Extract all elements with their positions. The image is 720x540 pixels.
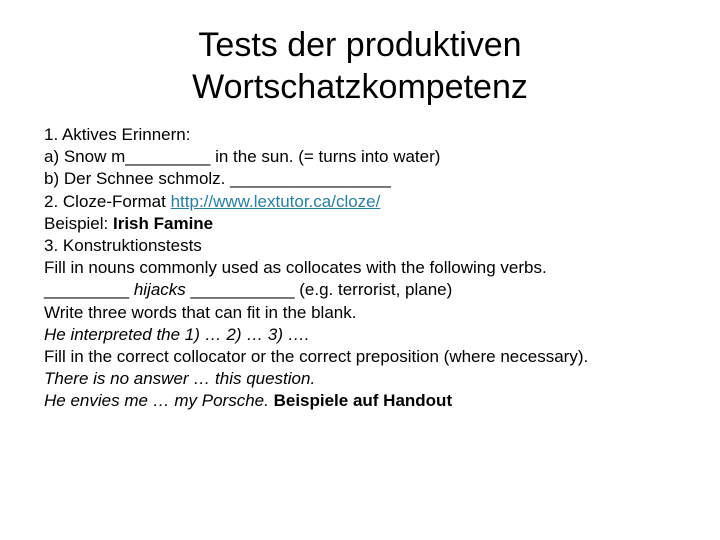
body-line-interpreted-example: He interpreted the 1) … 2) … 3) …. <box>44 324 310 344</box>
hijacks-blank-after: ___________ (e.g. terrorist, plane) <box>185 280 453 300</box>
body-line-no-answer-example: There is no answer … this question. <box>44 369 316 389</box>
body-line-aktives-erinnern: 1. Aktives Erinnern: <box>44 125 191 144</box>
body-line-fill-in-nouns: Fill in nouns commonly used as collocates with the following verbs. <box>44 258 547 278</box>
body-line-envies-example <box>44 390 710 412</box>
body-line-beispiel <box>44 213 710 235</box>
hijacks-blank-before: _________ <box>44 280 134 300</box>
envies-sentence: He envies me … my Porsche. <box>44 391 269 411</box>
lextutor-link[interactable]: http://www.lextutor.ca/cloze/ <box>170 191 381 211</box>
body-line-fill-in-collocator: Fill in the correct collocator or the correct preposition (where necessary). <box>44 347 589 367</box>
body-line-snow-example: a) Snow m_________ in the sun. (= turns into water) <box>44 147 441 167</box>
body-line-konstruktionstests: 3. Konstruktionstests <box>44 236 202 256</box>
slide-body <box>44 124 710 413</box>
title-line-1: Tests der produktiven <box>198 26 522 64</box>
cloze-format-label: 2. Cloze-Format <box>44 191 171 211</box>
irish-famine-text: Irish Famine <box>112 213 214 233</box>
body-line-cloze-format <box>44 191 710 213</box>
beispiel-label: Beispiel: <box>44 213 113 233</box>
body-line-schnee-example: b) Der Schnee schmolz. _________________ <box>44 169 391 189</box>
title-line-2: Wortschatzkompetenz <box>192 68 528 106</box>
slide-title <box>60 24 660 108</box>
body-line-write-three-words: Write three words that can fit in the blank. <box>44 302 357 322</box>
body-line-hijacks-example <box>44 279 710 301</box>
beispiele-auf-handout: Beispiele auf Handout <box>268 391 453 411</box>
hijacks-word: hijacks <box>133 280 186 300</box>
